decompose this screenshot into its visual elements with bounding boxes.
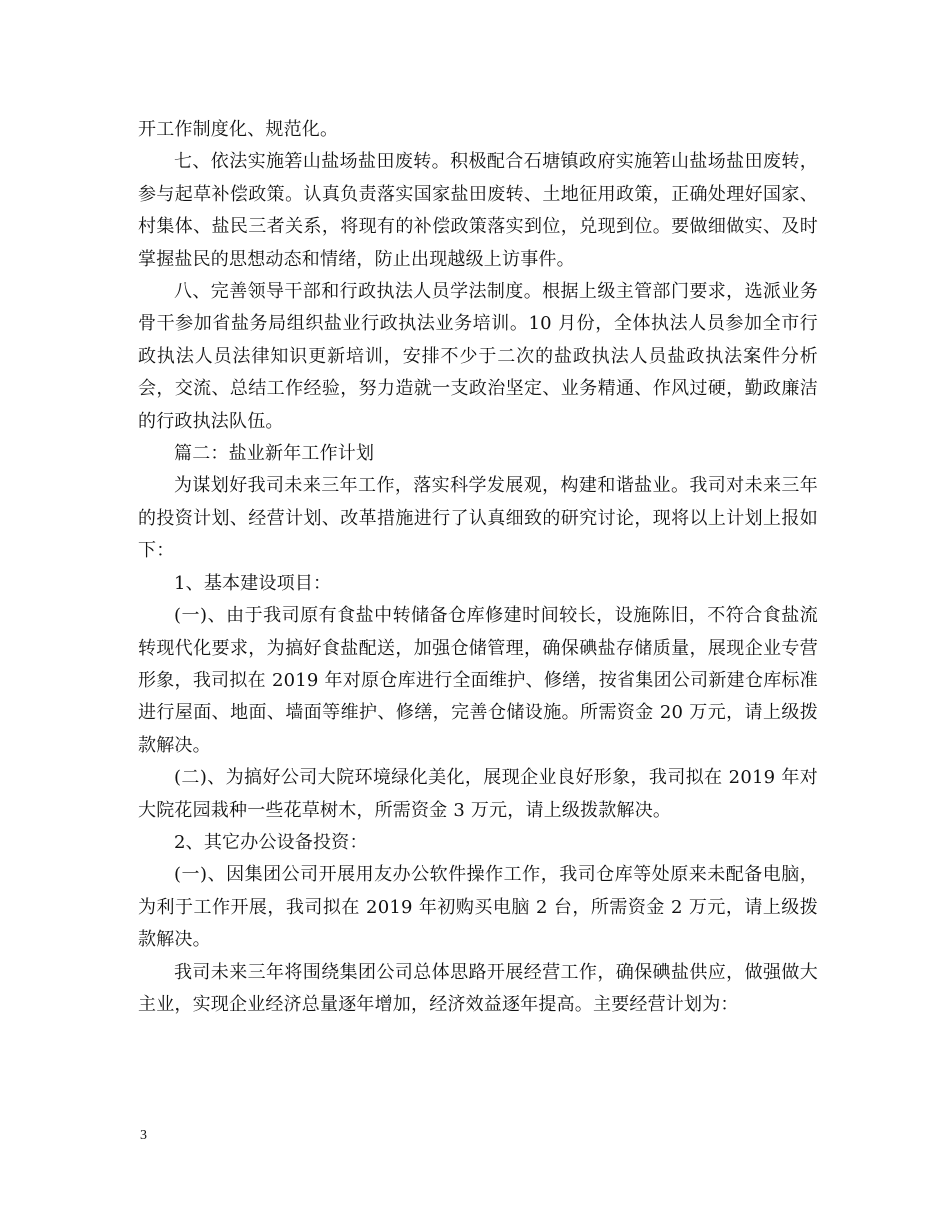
paragraph-continuation: 开工作制度化、规范化。 [138,119,339,140]
paragraph-section-seven: 七、依法实施箬山盐场盐田废转。积极配合石塘镇政府实施箬山盐场盐田废转，参与起草补偿政策。认真负责落实国家盐田废转、土地征用政策，正确处理好国家、村集体、盐民三者关系，将现有的补偿政策落实到位，兑现到位。要做细做实、及时掌握盐民的思想动态和情绪，防止出现越级上访事件。 [138,151,818,270]
document-body [138,114,818,1021]
paragraph-section-eight: 八、完善领导干部和行政执法人员学法制度。根据上级主管部门要求，选派业务骨干参加省盐务局组织盐业行政执法业务培训。10 月份，全体执法人员参加全市行政执法人员法律知识更新培训，安排不少于二次的盐政执法人员盐政执法案件分析会，交流、总结工作经验，努力造就一支政治坚定、业务精通、作风过硬，勤政廉洁的行政执法队伍。 [138,281,818,432]
paragraph-item-one: (一)、由于我司原有食盐中转储备仓库修建时间较长，设施陈旧，不符合食盐流转现代化要求，为搞好食盐配送，加强仓储管理，确保碘盐存储质量，展现企业专营形象，我司拟在 2019 年对原仓库进行全面维护、修缮，按省集团公司新建仓库标准进行屋面、地面、墙面等维护、修缮，完善仓储设施。所需资金 20 万元，请上级拨款解决。 [138,605,818,756]
list-heading-construction: 1、基本建设项目： [174,572,332,594]
paragraph-equipment-item: (一)、因集团公司开展用友办公软件操作工作，我司仓库等处原来未配备电脑，为利于工作开展，我司拟在 2019 年初购买电脑 2 台，所需资金 2 万元，请上级拨款解决。 [138,864,818,951]
list-heading-equipment: 2、其它办公设备投资： [174,831,368,853]
section-heading: 篇二：盐业新年工作计划 [174,443,375,465]
paragraph-business-plan: 我司未来三年将围绕集团公司总体思路开展经营工作，确保碘盐供应，做强做大主业，实现企业经济总量逐年增加，经济效益逐年提高。主要经营计划为： [138,961,818,1015]
page-number: 3 [140,1128,147,1143]
paragraph-item-two: (二)、为搞好公司大院环境绿化美化，展现企业良好形象，我司拟在 2019 年对大院花园栽种一些花草树木，所需资金 3 万元，请上级拨款解决。 [138,767,818,821]
paragraph-intro: 为谋划好我司未来三年工作，落实科学发展观，构建和谐盐业。我司对未来三年的投资计划、经营计划、改革措施进行了认真细致的研究讨论，现将以上计划上报如下： [138,475,818,562]
